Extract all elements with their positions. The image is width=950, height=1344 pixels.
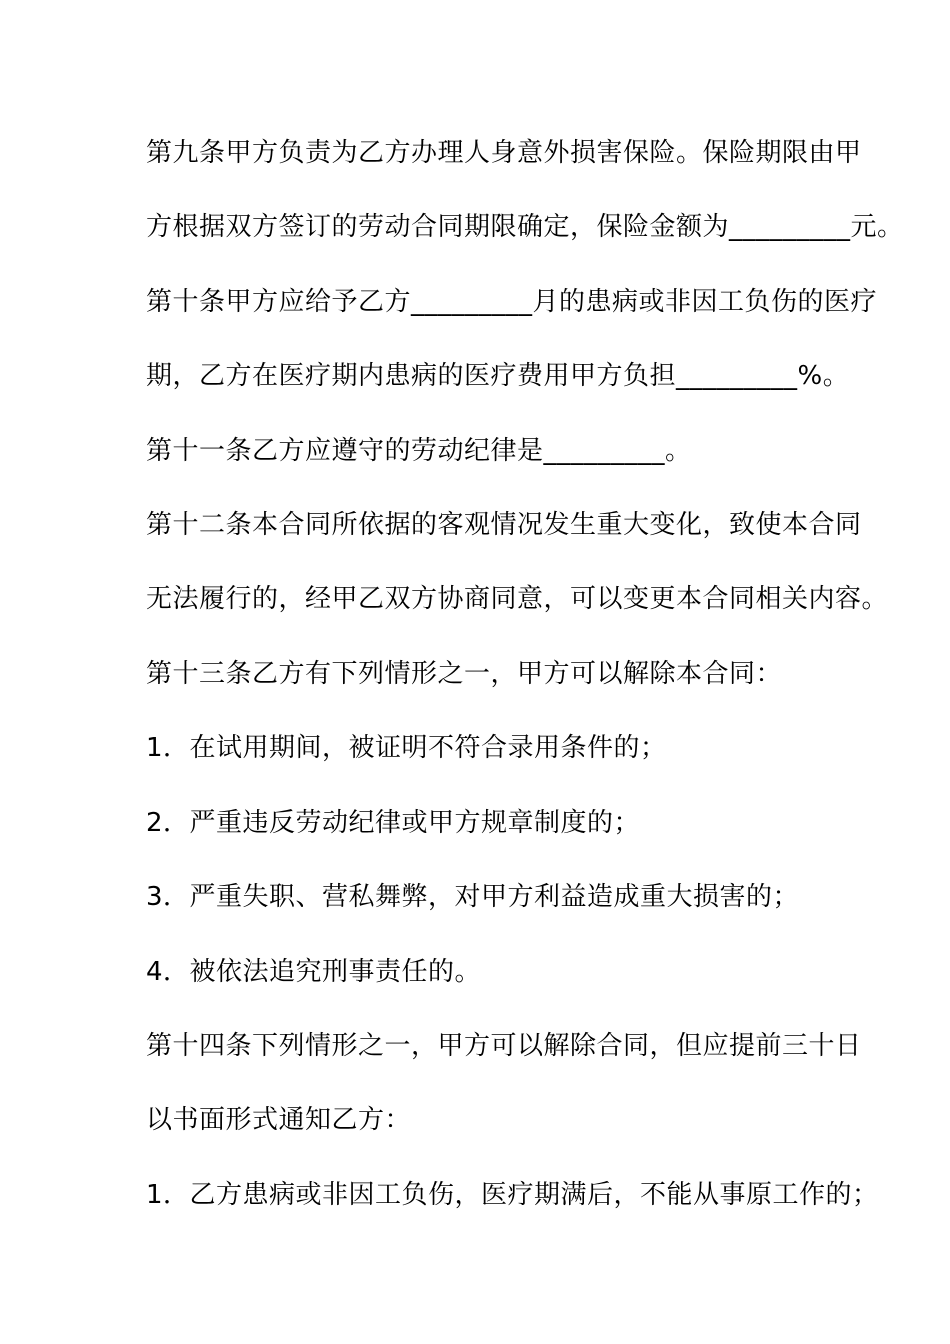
clause-14-item-1: 1．乙方患病或非因工负伤，医疗期满后，不能从事原工作的； — [146, 1180, 879, 1210]
clause-13-line-1: 第十三条乙方有下列情形之一，甲方可以解除本合同： — [146, 659, 783, 689]
clause-11-line-1: 第十一条乙方应遵守的劳动纪律是_________。 — [146, 436, 692, 466]
clause-9-line-2: 方根据双方签订的劳动合同期限确定，保险金额为_________元。 — [146, 212, 904, 242]
clause-13-item-2: 2．严重违反劳动纪律或甲方规章制度的； — [146, 808, 641, 838]
clause-13-item-3: 3．严重失职、营私舞弊，对甲方利益造成重大损害的； — [146, 882, 800, 912]
clause-14-line-1: 第十四条下列情形之一，甲方可以解除合同，但应提前三十日 — [146, 1031, 862, 1061]
clause-14-line-2: 以书面形式通知乙方： — [146, 1105, 412, 1135]
clause-10-line-1: 第十条甲方应给予乙方_________月的患病或非因工负伤的医疗 — [146, 287, 878, 317]
clause-13-item-1: 1．在试用期间，被证明不符合录用条件的； — [146, 733, 667, 763]
clause-9-line-1: 第九条甲方负责为乙方办理人身意外损害保险。保险期限由甲 — [146, 138, 862, 168]
clause-10-line-2: 期，乙方在医疗期内患病的医疗费用甲方负担_________%。 — [146, 361, 850, 391]
clause-12-line-1: 第十二条本合同所依据的客观情况发生重大变化，致使本合同 — [146, 510, 862, 540]
clause-13-item-4: 4．被依法追究刑事责任的。 — [146, 957, 482, 987]
clause-12-line-2: 无法履行的，经甲乙双方协商同意，可以变更本合同相关内容。 — [146, 584, 889, 614]
